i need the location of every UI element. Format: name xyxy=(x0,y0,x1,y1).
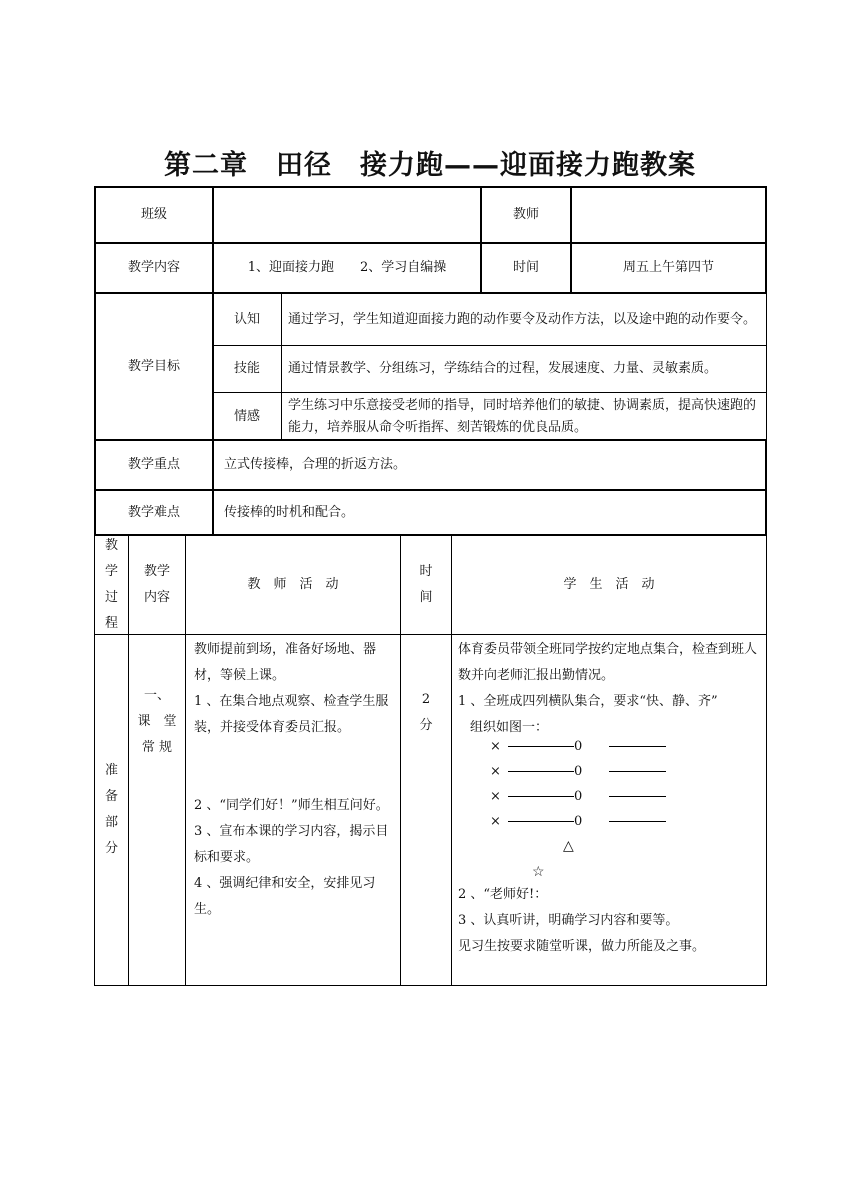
formation-line xyxy=(609,821,666,822)
circle-marker: 0 xyxy=(574,739,583,754)
class-label: 班级 xyxy=(94,186,214,244)
objective-key-cognition: 认知 xyxy=(212,293,282,346)
section-name: 准 备 部 分 xyxy=(94,634,129,986)
formation-line xyxy=(609,796,666,797)
formation-line xyxy=(609,746,666,747)
teacher-value xyxy=(570,186,767,244)
circle-marker: 0 xyxy=(574,764,583,779)
process-header-content: 教学 内容 xyxy=(128,534,186,635)
objective-text-skill: 通过情景教学、分组练习，学练结合的过程，发展速度、力量、灵敏素质。 xyxy=(281,345,767,393)
student-item-1b: 组织如图一： xyxy=(470,720,549,735)
formation-line xyxy=(508,746,574,747)
key-point-label: 教学重点 xyxy=(94,439,214,491)
teacher-activity: 1 、在集合地点观察、检查学生服装，并接受体育委员汇报。 xyxy=(194,694,389,735)
student-item-2: 2 、“老师好!： xyxy=(458,887,548,902)
class-value xyxy=(212,186,482,244)
objective-key-skill: 技能 xyxy=(212,345,282,393)
page-title: 第二章 田径 接力跑——迎面接力跑教案 xyxy=(164,150,696,181)
circle-marker: 0 xyxy=(574,789,583,804)
teacher-triangle-icon: △ xyxy=(563,838,574,854)
content-label: 教学内容 xyxy=(94,242,214,294)
student-marker: × xyxy=(490,814,501,829)
student-item-3: 3 、认真听讲，明确学习内容和要等。 xyxy=(458,913,679,928)
student-item-1: 1 、全班成四列横队集合，要求“快、静、齐” xyxy=(458,694,718,709)
section-content: 一、 课 堂 常 规 xyxy=(128,634,186,986)
star-icon: ☆ xyxy=(532,864,545,880)
student-intro: 体育委员带领全班同学按约定地点集合，检查到班人数并向老师汇报出勤情况。 xyxy=(458,642,758,683)
teacher-activity: 3 、宣布本课的学习内容，揭示目标和要求。 xyxy=(194,824,389,865)
formation-line xyxy=(609,771,666,772)
objective-text-emotion: 学生练习中乐意接受老师的指导，同时培养他们的敏捷、协调素质，提高快速跑的能力，培养服从命令听指挥、刻苦锻炼的优良品质。 xyxy=(281,392,767,441)
teacher-label: 教师 xyxy=(480,186,572,244)
process-header-student: 学 生 活 动 xyxy=(451,534,767,635)
teacher-activity: 教师提前到场，准备好场地、器材，等候上课。 xyxy=(194,642,377,683)
student-marker: × xyxy=(490,739,501,754)
key-point-text: 立式传接棒，合理的折返方法。 xyxy=(212,439,767,491)
objective-key-emotion: 情感 xyxy=(212,392,282,441)
difficulty-text: 传接棒的时机和配合。 xyxy=(212,489,767,536)
formation-line xyxy=(508,796,574,797)
process-header-process: 教 学 过 程 xyxy=(94,534,129,635)
teacher-activity: 4 、强调纪律和安全，安排见习生。 xyxy=(194,876,376,917)
process-header-time: 时 间 xyxy=(400,534,452,635)
time-value: 周五上午第四节 xyxy=(570,242,767,294)
circle-marker: 0 xyxy=(574,814,583,829)
time-label: 时间 xyxy=(480,242,572,294)
difficulty-label: 教学难点 xyxy=(94,489,214,536)
content-value: 1、迎面接力跑 2、学习自编操 xyxy=(212,242,482,294)
process-header-teacher: 教 师 活 动 xyxy=(185,534,401,635)
section-teacher-activities xyxy=(185,634,401,986)
student-marker: × xyxy=(490,764,501,779)
formation-line xyxy=(508,771,574,772)
objective-text-cognition: 通过学习，学生知道迎面接力跑的动作要令及动作方法，以及途中跑的动作要令。 xyxy=(281,293,767,346)
section-time: 2 分 xyxy=(400,634,452,986)
student-note: 见习生按要求随堂听课，做力所能及之事。 xyxy=(458,939,706,954)
formation-line xyxy=(508,821,574,822)
student-marker: × xyxy=(490,789,501,804)
objectives-label: 教学目标 xyxy=(94,292,214,441)
teacher-activity: 2 、“同学们好！”师生相互问好。 xyxy=(194,798,389,813)
